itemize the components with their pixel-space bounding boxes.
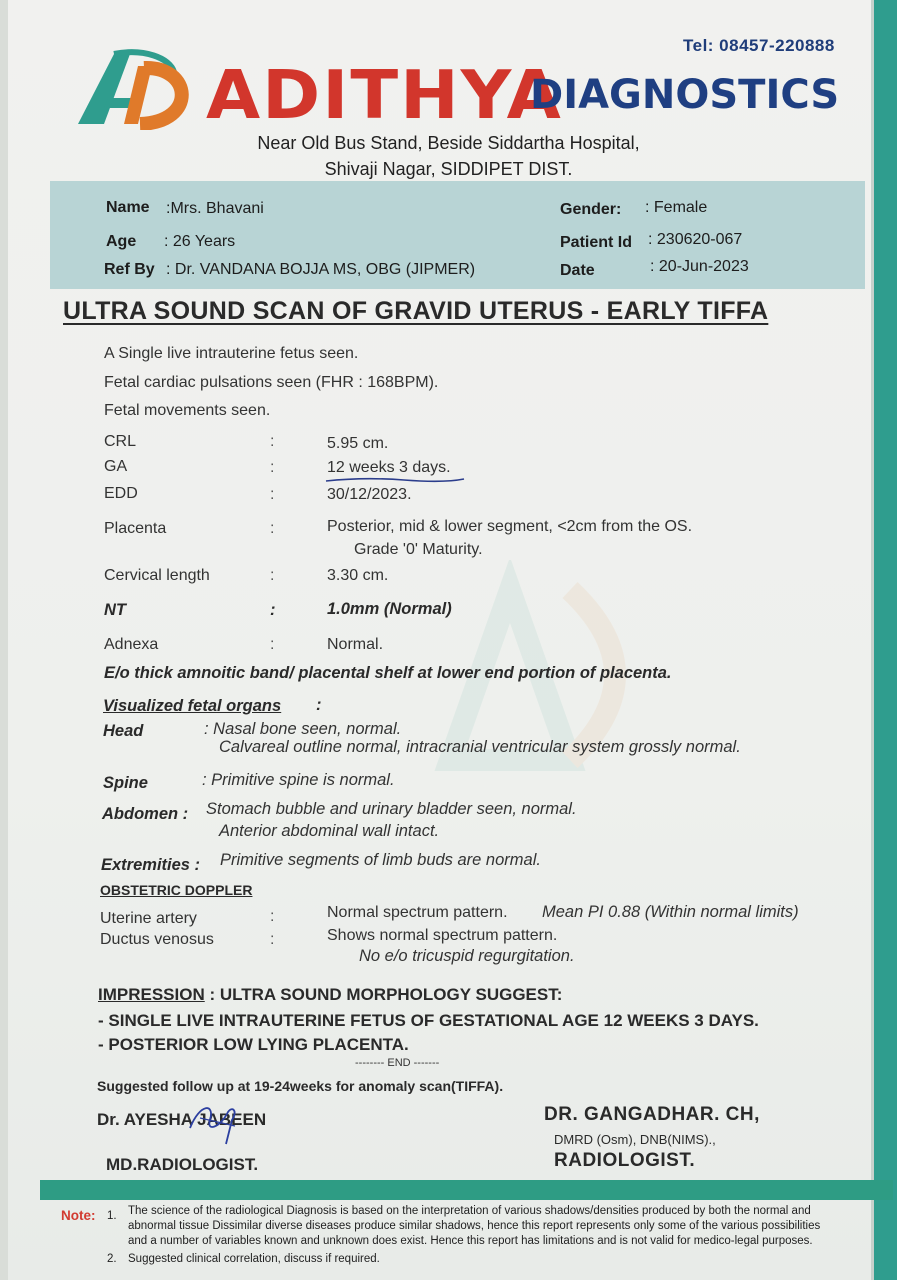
organs-heading-colon: :	[316, 696, 322, 714]
left-doctor-title: MD.RADIOLOGIST.	[106, 1155, 259, 1174]
gender-label: Gender:	[560, 201, 622, 218]
ductus-venosus-colon: :	[270, 931, 275, 948]
age-label: Age	[106, 233, 137, 250]
teal-edge-strip	[874, 0, 897, 1280]
right-doctor-title: RADIOLOGIST.	[554, 1150, 696, 1171]
cervical-length-value: 3.30 cm.	[327, 567, 389, 584]
edd-colon: :	[270, 486, 275, 503]
impression-heading	[98, 985, 562, 1005]
crl-label: CRL	[104, 433, 137, 450]
nt-colon: :	[270, 601, 276, 619]
impression-line-2: - POSTERIOR LOW LYING PLACENTA.	[98, 1035, 409, 1054]
ref-by-value: : Dr. VANDANA BOJJA MS, OBG (JIPMER)	[166, 261, 476, 278]
placenta-grade: Grade '0' Maturity.	[354, 541, 483, 558]
edd-label: EDD	[104, 485, 138, 502]
nt-value: 1.0mm (Normal)	[327, 600, 452, 618]
ref-by-label: Ref By	[104, 261, 155, 278]
abdomen-label: Abdomen :	[102, 805, 189, 823]
left-doctor-name: Dr. AYESHA JABEEN	[97, 1110, 267, 1129]
report-title: ULTRA SOUND SCAN OF GRAVID UTERUS - EARLY TIFFA	[63, 297, 769, 325]
telephone-number: Tel: 08457-220888	[683, 36, 835, 55]
note-2-number: 2.	[107, 1253, 117, 1265]
date-value: : 20-Jun-2023	[650, 258, 749, 275]
patient-id-value: : 230620-067	[648, 231, 743, 248]
ga-colon: :	[270, 459, 275, 476]
crl-value: 5.95 cm.	[327, 435, 389, 452]
note-1-number: 1.	[107, 1210, 117, 1222]
edd-value: 30/12/2023.	[327, 486, 412, 503]
extremities-value: Primitive segments of limb buds are normal.	[220, 851, 541, 869]
age-value: : 26 Years	[164, 233, 236, 250]
uterine-artery-label: Uterine artery	[100, 910, 197, 927]
right-doctor-name: DR. GANGADHAR. CH,	[544, 1104, 760, 1125]
name-label: Name	[106, 199, 150, 216]
address-line-1: Near Old Bus Stand, Beside Siddartha Hospital,	[257, 133, 640, 153]
follow-up-note: Suggested follow up at 19-24weeks for anomaly scan(TIFFA).	[97, 1078, 504, 1094]
adnexa-colon: :	[270, 636, 275, 653]
placenta-value: Posterior, mid & lower segment, <2cm from the OS.	[327, 518, 693, 535]
nt-label: NT	[104, 601, 126, 619]
address-line-2: Shivaji Nagar, SIDDIPET DIST.	[324, 159, 573, 179]
adnexa-value: Normal.	[327, 636, 384, 653]
spine-label: Spine	[103, 774, 148, 792]
finding-line-3: Fetal movements seen.	[104, 402, 271, 419]
organs-heading: Visualized fetal organs	[103, 697, 282, 715]
handwritten-signature	[180, 1098, 250, 1148]
head-line-2: Calvareal outline normal, intracranial ventricular system grossly normal.	[219, 738, 741, 756]
note-1-line-1: The science of the radiological Diagnosis is based on the interpretation of various shadows/densities produced by both the normal and	[128, 1205, 811, 1217]
placenta-colon: :	[270, 520, 275, 537]
finding-line-1: A Single live intrauterine fetus seen.	[104, 345, 359, 362]
ductus-venosus-note: No e/o tricuspid regurgitation.	[359, 947, 575, 965]
adnexa-label: Adnexa	[104, 636, 159, 653]
uterine-artery-colon: :	[270, 908, 275, 925]
impression-label: IMPRESSION	[98, 985, 205, 1004]
note-label: Note:	[61, 1208, 96, 1223]
uterine-artery-value: Normal spectrum pattern.	[327, 904, 508, 921]
gender-value: : Female	[645, 199, 708, 216]
adithya-logo-icon	[74, 48, 198, 130]
name-value: :Mrs. Bhavani	[166, 200, 264, 217]
brand-name: ADITHYA	[206, 56, 563, 134]
note-2-text: Suggested clinical correlation, discuss if required.	[128, 1253, 380, 1265]
finding-line-2: Fetal cardiac pulsations seen (FHR : 168BPM).	[104, 374, 439, 391]
brand-suffix: DIAGNOSTICS	[530, 72, 840, 118]
uterine-artery-pi: Mean PI 0.88 (Within normal limits)	[542, 903, 799, 921]
head-label: Head	[103, 722, 144, 740]
end-marker: -------- END -------	[355, 1057, 440, 1069]
patient-id-label: Patient Id	[560, 234, 633, 251]
impression-line-1: - SINGLE LIVE INTRAUTERINE FETUS OF GESTATIONAL AGE 12 WEEKS 3 DAYS.	[98, 1011, 759, 1030]
abdomen-line-1: Stomach bubble and urinary bladder seen, normal.	[206, 800, 577, 818]
spine-value: : Primitive spine is normal.	[202, 771, 395, 789]
band-note: E/o thick amnoitic band/ placental shelf at lower end portion of placenta.	[104, 664, 672, 682]
right-doctor-qualifications: DMRD (Osm), DNB(NIMS).,	[554, 1132, 716, 1147]
head-line-1: : Nasal bone seen, normal.	[204, 720, 402, 738]
ductus-venosus-label: Ductus venosus	[100, 931, 214, 948]
footer-bar	[40, 1180, 893, 1200]
impression-heading-rest: : ULTRA SOUND MORPHOLOGY SUGGEST:	[204, 985, 563, 1004]
cervical-length-colon: :	[270, 567, 275, 584]
ga-label: GA	[104, 458, 128, 475]
doppler-heading: OBSTETRIC DOPPLER	[100, 882, 253, 898]
ductus-venosus-value: Shows normal spectrum pattern.	[327, 927, 558, 944]
ga-value: 12 weeks 3 days.	[327, 459, 451, 476]
ga-pen-underline	[324, 475, 466, 485]
cervical-length-label: Cervical length	[104, 567, 210, 584]
date-label: Date	[560, 262, 595, 279]
note-1-line-2: abnormal tissue Dissimilar diverse diseases produce similar shadows, hence this report represents only some of the various possibilities	[128, 1220, 821, 1232]
abdomen-line-2: Anterior abdominal wall intact.	[219, 822, 440, 840]
extremities-label: Extremities :	[101, 856, 201, 874]
crl-colon: :	[270, 433, 275, 450]
note-1-line-3: and a number of variables known and unknown does exist. Hence this report has limitations and is not valid for medico-legal purposes.	[128, 1235, 813, 1247]
placenta-label: Placenta	[104, 520, 167, 537]
